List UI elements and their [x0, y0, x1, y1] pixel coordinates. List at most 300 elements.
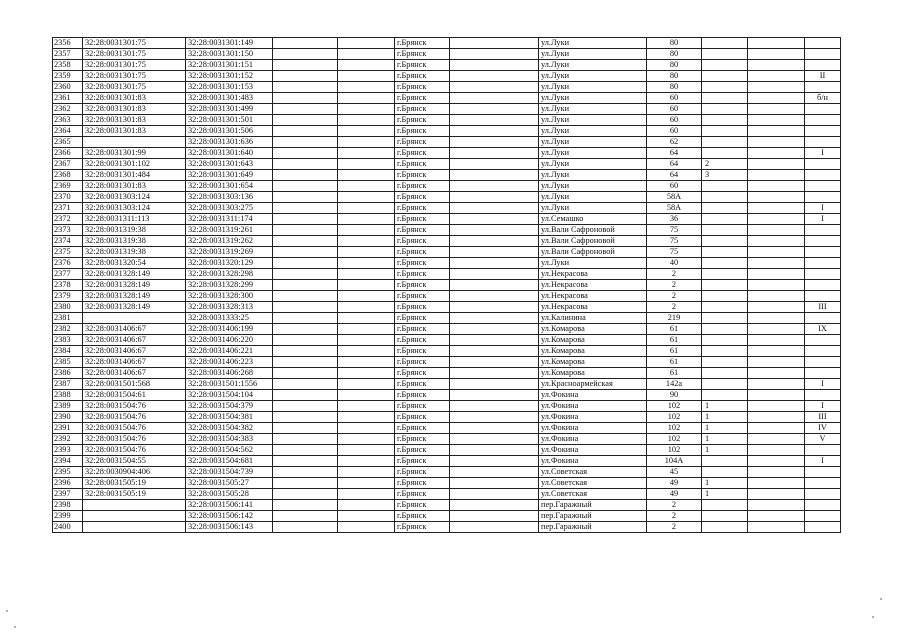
cell-unit [702, 291, 748, 302]
cell-house-number: 219 [647, 313, 702, 324]
cell-building-part: IV [805, 423, 841, 434]
table-row [53, 379, 841, 390]
table-row [53, 280, 841, 291]
cell-empty [273, 511, 338, 522]
cell-row-number: 2394 [53, 456, 83, 467]
cell-parcel-cadastral-number: 32:28:0031505:19 [83, 489, 186, 500]
cell-city: г.Брянск [395, 236, 450, 247]
cell-parcel-cadastral-number: 32:28:0031303:124 [83, 203, 186, 214]
cell-building-part [805, 236, 841, 247]
cell-unit: 1 [702, 412, 748, 423]
cell-empty [748, 489, 805, 500]
cell-empty [748, 291, 805, 302]
cell-object-cadastral-number: 32:28:0031504:383 [186, 434, 273, 445]
table-row [53, 478, 841, 489]
cell-street: ул.Луки [539, 258, 647, 269]
cell-parcel-cadastral-number: 32:28:0031319:38 [83, 247, 186, 258]
cell-unit [702, 60, 748, 71]
cell-object-cadastral-number: 32:28:0031506:142 [186, 511, 273, 522]
cell-empty [450, 511, 539, 522]
cell-object-cadastral-number: 32:28:0031504:681 [186, 456, 273, 467]
cell-house-number: 102 [647, 401, 702, 412]
cell-empty [338, 71, 395, 82]
table-row [53, 93, 841, 104]
cell-empty [273, 379, 338, 390]
table-row [53, 390, 841, 401]
cell-empty [748, 159, 805, 170]
cell-empty [748, 324, 805, 335]
cell-city: г.Брянск [395, 214, 450, 225]
cell-empty [273, 467, 338, 478]
cell-parcel-cadastral-number: 32:28:0031504:76 [83, 434, 186, 445]
cell-empty [450, 71, 539, 82]
cell-building-part [805, 126, 841, 137]
cell-house-number: 60 [647, 181, 702, 192]
cell-parcel-cadastral-number: 32:28:0031504:76 [83, 412, 186, 423]
cell-row-number: 2372 [53, 214, 83, 225]
cell-house-number: 2 [647, 269, 702, 280]
table-row [53, 522, 841, 533]
cell-empty [748, 49, 805, 60]
cell-row-number: 2371 [53, 203, 83, 214]
cell-building-part [805, 390, 841, 401]
table-row [53, 412, 841, 423]
cell-house-number: 64 [647, 148, 702, 159]
cell-parcel-cadastral-number: 32:28:0031301:83 [83, 181, 186, 192]
cell-empty [338, 368, 395, 379]
cell-empty [450, 159, 539, 170]
cell-building-part: I [805, 203, 841, 214]
cell-empty [748, 412, 805, 423]
cell-empty [338, 225, 395, 236]
table-row [53, 368, 841, 379]
cell-row-number: 2390 [53, 412, 83, 423]
cell-house-number: 60 [647, 93, 702, 104]
cell-empty [273, 390, 338, 401]
cell-house-number: 102 [647, 423, 702, 434]
cell-empty [748, 203, 805, 214]
cell-unit [702, 500, 748, 511]
cell-parcel-cadastral-number [83, 500, 186, 511]
cell-empty [450, 489, 539, 500]
cell-empty [748, 445, 805, 456]
cell-building-part: I [805, 456, 841, 467]
cell-parcel-cadastral-number: 32:28:0031301:75 [83, 82, 186, 93]
cell-house-number: 2 [647, 291, 702, 302]
cell-empty [338, 126, 395, 137]
cell-row-number: 2358 [53, 60, 83, 71]
cell-house-number: 61 [647, 346, 702, 357]
cell-object-cadastral-number: 32:28:0031505:28 [186, 489, 273, 500]
cell-empty [273, 159, 338, 170]
cell-empty [338, 346, 395, 357]
cell-empty [338, 489, 395, 500]
cell-empty [748, 335, 805, 346]
cell-empty [748, 115, 805, 126]
cell-building-part [805, 170, 841, 181]
cell-row-number: 2363 [53, 115, 83, 126]
cell-object-cadastral-number: 32:28:0031301:640 [186, 148, 273, 159]
cell-unit [702, 93, 748, 104]
cell-empty [273, 434, 338, 445]
cell-parcel-cadastral-number: 32:28:0031504:76 [83, 401, 186, 412]
cell-empty [748, 434, 805, 445]
cell-empty [450, 379, 539, 390]
cell-empty [748, 60, 805, 71]
cell-parcel-cadastral-number: 32:28:0031301:83 [83, 115, 186, 126]
cell-empty [450, 478, 539, 489]
cell-empty [273, 302, 338, 313]
cell-empty [748, 390, 805, 401]
cell-object-cadastral-number: 32:28:0031504:381 [186, 412, 273, 423]
cell-unit [702, 258, 748, 269]
table-row [53, 104, 841, 115]
cell-empty [450, 148, 539, 159]
cell-empty [273, 412, 338, 423]
cell-empty [748, 258, 805, 269]
cell-empty [338, 522, 395, 533]
cell-empty [748, 148, 805, 159]
cell-street: ул.Некрасова [539, 269, 647, 280]
table-row [53, 236, 841, 247]
cell-row-number: 2381 [53, 313, 83, 324]
cell-object-cadastral-number: 32:28:0031328:300 [186, 291, 273, 302]
cell-building-part [805, 522, 841, 533]
cell-street: ул.Некрасова [539, 291, 647, 302]
cell-city: г.Брянск [395, 412, 450, 423]
cell-row-number: 2373 [53, 225, 83, 236]
cell-row-number: 2360 [53, 82, 83, 93]
cell-empty [450, 93, 539, 104]
cell-empty [273, 500, 338, 511]
cell-parcel-cadastral-number: 32:28:0031320:54 [83, 258, 186, 269]
cell-unit [702, 82, 748, 93]
cell-unit [702, 456, 748, 467]
cell-row-number: 2367 [53, 159, 83, 170]
cell-parcel-cadastral-number: 32:28:0031504:76 [83, 445, 186, 456]
cell-parcel-cadastral-number: 32:28:0031311:113 [83, 214, 186, 225]
cell-house-number: 104А [647, 456, 702, 467]
cell-house-number: 49 [647, 489, 702, 500]
cell-empty [273, 335, 338, 346]
table-row [53, 225, 841, 236]
cell-parcel-cadastral-number: 32:28:0031319:38 [83, 236, 186, 247]
cell-object-cadastral-number: 32:28:0031301:649 [186, 170, 273, 181]
cell-street: ул.Луки [539, 49, 647, 60]
cell-parcel-cadastral-number: 32:28:0031406:67 [83, 335, 186, 346]
cell-empty [748, 236, 805, 247]
cell-empty [450, 181, 539, 192]
cell-house-number: 58А [647, 192, 702, 203]
cell-empty [338, 302, 395, 313]
cell-street: ул.Луки [539, 137, 647, 148]
cell-row-number: 2380 [53, 302, 83, 313]
cell-empty [748, 225, 805, 236]
table-row [53, 467, 841, 478]
cell-parcel-cadastral-number: 32:28:0031406:67 [83, 357, 186, 368]
cell-empty [338, 170, 395, 181]
cell-parcel-cadastral-number: 32:28:0031328:149 [83, 291, 186, 302]
cell-street: ул.Некрасова [539, 280, 647, 291]
cell-empty [450, 291, 539, 302]
table-row [53, 324, 841, 335]
cell-empty [450, 170, 539, 181]
table-row [53, 346, 841, 357]
cell-empty [450, 434, 539, 445]
cell-empty [450, 203, 539, 214]
cell-building-part [805, 225, 841, 236]
cell-empty [273, 269, 338, 280]
cell-unit [702, 313, 748, 324]
cell-empty [338, 313, 395, 324]
cell-unit [702, 126, 748, 137]
cell-empty [450, 115, 539, 126]
cell-building-part [805, 313, 841, 324]
cell-city: г.Брянск [395, 445, 450, 456]
cell-empty [450, 522, 539, 533]
cell-empty [748, 82, 805, 93]
cell-empty [450, 423, 539, 434]
table-row [53, 49, 841, 60]
cell-empty [748, 478, 805, 489]
cell-parcel-cadastral-number: 32:28:0031505:19 [83, 478, 186, 489]
cell-house-number: 2 [647, 302, 702, 313]
cell-empty [273, 60, 338, 71]
table-row [53, 401, 841, 412]
cell-parcel-cadastral-number: 32:28:0031406:67 [83, 324, 186, 335]
cell-object-cadastral-number: 32:28:0031328:313 [186, 302, 273, 313]
cell-empty [273, 214, 338, 225]
table-row [53, 137, 841, 148]
cell-street: ул.Комарова [539, 335, 647, 346]
cell-building-part [805, 181, 841, 192]
cell-city: г.Брянск [395, 203, 450, 214]
cell-empty [748, 522, 805, 533]
cell-object-cadastral-number: 32:28:0031301:501 [186, 115, 273, 126]
cell-object-cadastral-number: 32:28:0031506:143 [186, 522, 273, 533]
cell-street: ул.Луки [539, 104, 647, 115]
cell-street: ул.Луки [539, 181, 647, 192]
cell-house-number: 102 [647, 434, 702, 445]
cell-row-number: 2395 [53, 467, 83, 478]
cell-building-part: б/н [805, 93, 841, 104]
cell-street: ул.Комарова [539, 357, 647, 368]
cell-empty [338, 335, 395, 346]
cell-row-number: 2375 [53, 247, 83, 258]
cell-unit [702, 379, 748, 390]
cell-city: г.Брянск [395, 511, 450, 522]
cell-object-cadastral-number: 32:28:0031311:174 [186, 214, 273, 225]
cell-empty [450, 60, 539, 71]
cell-empty [748, 181, 805, 192]
cell-building-part [805, 445, 841, 456]
cell-city: г.Брянск [395, 49, 450, 60]
cell-empty [450, 214, 539, 225]
table-row [53, 302, 841, 313]
cell-empty [450, 445, 539, 456]
cell-empty [338, 423, 395, 434]
cell-empty [450, 412, 539, 423]
cell-empty [450, 269, 539, 280]
cell-city: г.Брянск [395, 247, 450, 258]
cell-object-cadastral-number: 32:28:0031406:199 [186, 324, 273, 335]
table-row [53, 489, 841, 500]
cell-unit [702, 225, 748, 236]
cell-row-number: 2391 [53, 423, 83, 434]
cell-building-part: IX [805, 324, 841, 335]
cell-empty [748, 467, 805, 478]
cell-row-number: 2398 [53, 500, 83, 511]
cell-empty [450, 82, 539, 93]
cell-street: ул.Комарова [539, 346, 647, 357]
cell-empty [273, 104, 338, 115]
cell-empty [338, 192, 395, 203]
cell-city: г.Брянск [395, 357, 450, 368]
cell-unit [702, 324, 748, 335]
cell-row-number: 2383 [53, 335, 83, 346]
cell-house-number: 61 [647, 335, 702, 346]
cell-empty [338, 60, 395, 71]
cell-house-number: 142а [647, 379, 702, 390]
cell-city: г.Брянск [395, 159, 450, 170]
scan-speck [6, 610, 8, 612]
cell-street: ул.Луки [539, 170, 647, 181]
cell-parcel-cadastral-number: 32:28:0031501:568 [83, 379, 186, 390]
cell-street: ул.Луки [539, 82, 647, 93]
cell-empty [273, 456, 338, 467]
cell-building-part [805, 291, 841, 302]
cell-empty [450, 236, 539, 247]
cell-building-part [805, 137, 841, 148]
cell-object-cadastral-number: 32:28:0031504:739 [186, 467, 273, 478]
cell-object-cadastral-number: 32:28:0031301:499 [186, 104, 273, 115]
scan-speck [880, 598, 882, 600]
cell-city: г.Брянск [395, 280, 450, 291]
cell-empty [748, 93, 805, 104]
cell-unit [702, 357, 748, 368]
cell-city: г.Брянск [395, 467, 450, 478]
cell-house-number: 80 [647, 38, 702, 49]
cell-building-part: I [805, 379, 841, 390]
cell-house-number: 58А [647, 203, 702, 214]
cell-parcel-cadastral-number: 32:28:0031301:102 [83, 159, 186, 170]
cell-empty [273, 192, 338, 203]
cell-empty [450, 456, 539, 467]
cell-row-number: 2384 [53, 346, 83, 357]
cell-row-number: 2374 [53, 236, 83, 247]
cell-building-part: III [805, 412, 841, 423]
cell-empty [273, 401, 338, 412]
cell-city: г.Брянск [395, 313, 450, 324]
cell-house-number: 102 [647, 445, 702, 456]
cell-unit [702, 269, 748, 280]
cell-street: ул.Луки [539, 148, 647, 159]
cell-unit [702, 49, 748, 60]
cell-city: г.Брянск [395, 434, 450, 445]
cell-parcel-cadastral-number: 32:28:0031301:75 [83, 49, 186, 60]
table-row [53, 82, 841, 93]
cell-object-cadastral-number: 32:28:0031406:223 [186, 357, 273, 368]
cell-empty [338, 148, 395, 159]
cell-city: г.Брянск [395, 324, 450, 335]
cell-building-part [805, 192, 841, 203]
cell-building-part [805, 49, 841, 60]
cell-empty [273, 126, 338, 137]
table-row [53, 357, 841, 368]
cell-parcel-cadastral-number: 32:28:0031504:61 [83, 390, 186, 401]
cell-building-part [805, 335, 841, 346]
cell-row-number: 2369 [53, 181, 83, 192]
cell-empty [338, 434, 395, 445]
cell-object-cadastral-number: 32:28:0031301:152 [186, 71, 273, 82]
cell-empty [748, 456, 805, 467]
cell-empty [338, 137, 395, 148]
cell-street: пер.Гаражный [539, 511, 647, 522]
cell-empty [748, 214, 805, 225]
cell-city: г.Брянск [395, 71, 450, 82]
cell-empty [338, 379, 395, 390]
cell-street: ул.Луки [539, 159, 647, 170]
cell-empty [450, 49, 539, 60]
cell-empty [273, 357, 338, 368]
cell-empty [273, 478, 338, 489]
cell-parcel-cadastral-number: 32:28:0031406:67 [83, 346, 186, 357]
cell-street: ул.Советская [539, 489, 647, 500]
cell-row-number: 2393 [53, 445, 83, 456]
cell-parcel-cadastral-number [83, 137, 186, 148]
cell-building-part [805, 258, 841, 269]
cell-empty [273, 71, 338, 82]
cell-house-number: 61 [647, 324, 702, 335]
cell-city: г.Брянск [395, 104, 450, 115]
cell-house-number: 61 [647, 368, 702, 379]
cell-parcel-cadastral-number: 32:28:0031301:83 [83, 93, 186, 104]
cell-city: г.Брянск [395, 522, 450, 533]
cell-unit [702, 247, 748, 258]
cell-parcel-cadastral-number: 32:28:0031328:149 [83, 280, 186, 291]
cell-object-cadastral-number: 32:28:0031303:275 [186, 203, 273, 214]
cell-building-part [805, 489, 841, 500]
document-page [52, 37, 832, 533]
cell-empty [748, 126, 805, 137]
cell-unit [702, 148, 748, 159]
cell-street: пер.Гаражный [539, 522, 647, 533]
cell-street: пер.Гаражный [539, 500, 647, 511]
table-row [53, 335, 841, 346]
cell-empty [450, 313, 539, 324]
cell-building-part [805, 115, 841, 126]
cell-empty [450, 368, 539, 379]
cell-city: г.Брянск [395, 60, 450, 71]
cell-city: г.Брянск [395, 390, 450, 401]
cell-object-cadastral-number: 32:28:0031506:141 [186, 500, 273, 511]
cell-street: ул.Комарова [539, 324, 647, 335]
cell-house-number: 64 [647, 170, 702, 181]
cell-parcel-cadastral-number: 32:28:0031319:38 [83, 225, 186, 236]
cell-unit [702, 181, 748, 192]
cell-empty [338, 38, 395, 49]
cell-unit [702, 522, 748, 533]
cell-city: г.Брянск [395, 93, 450, 104]
cell-house-number: 64 [647, 159, 702, 170]
cell-object-cadastral-number: 32:28:0031504:379 [186, 401, 273, 412]
cell-unit [702, 192, 748, 203]
cell-empty [450, 192, 539, 203]
cell-parcel-cadastral-number: 32:28:0031301:99 [83, 148, 186, 159]
cell-building-part [805, 500, 841, 511]
cell-row-number: 2386 [53, 368, 83, 379]
cell-empty [748, 423, 805, 434]
